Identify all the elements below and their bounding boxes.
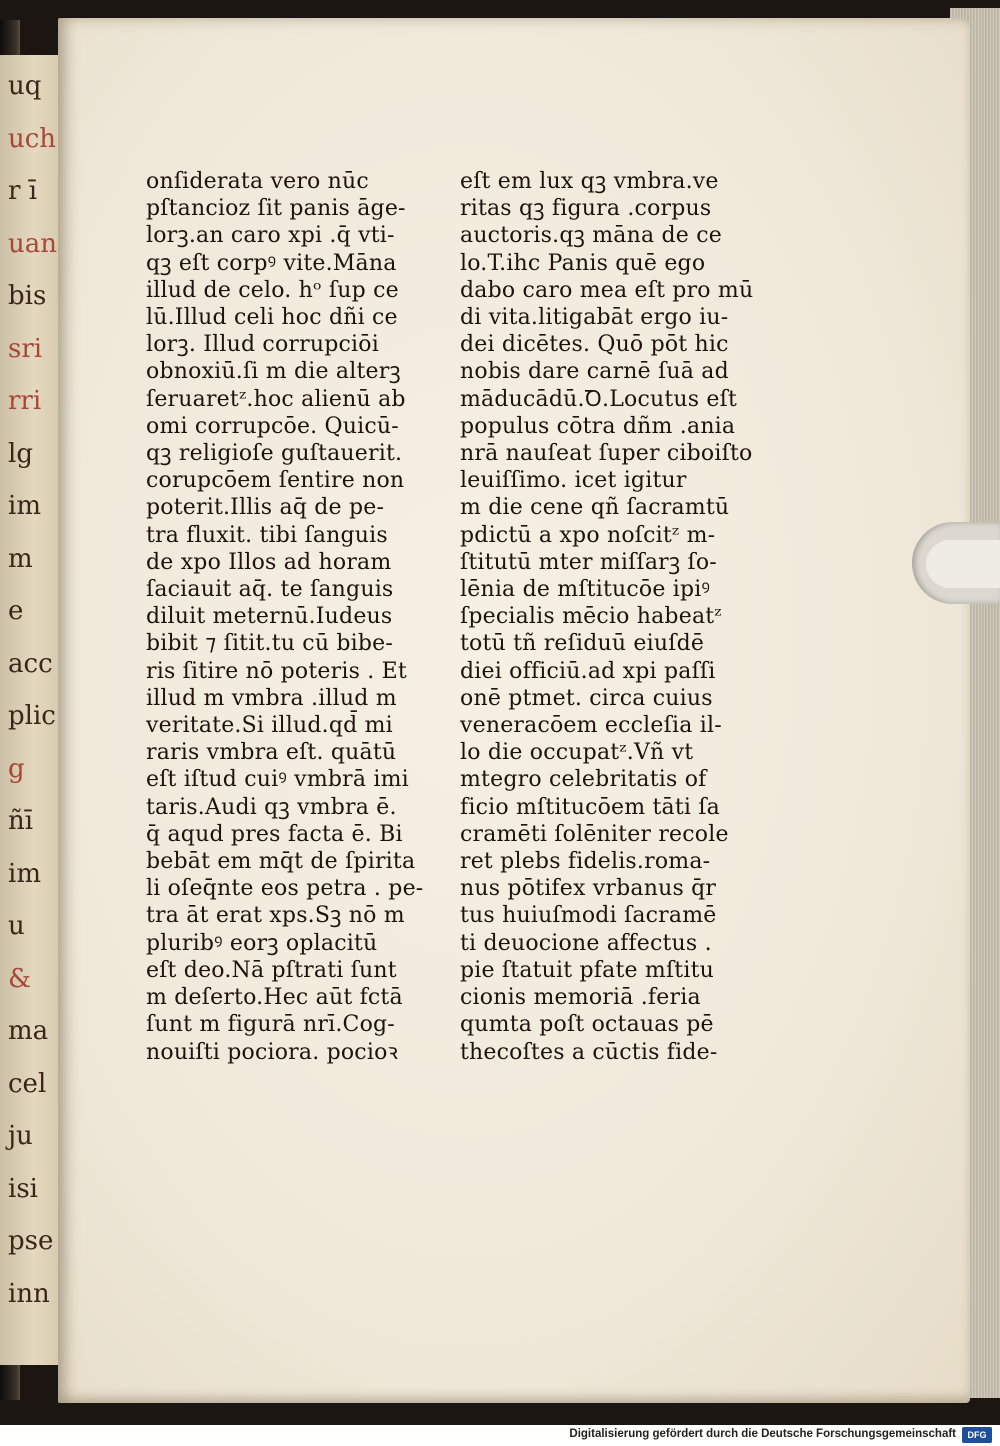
text-line: poterit.Illis aq̄ de pe- <box>146 495 385 521</box>
text-line: ſpecialis mēcio habeatᶻ <box>460 604 722 630</box>
text-line: bebāt em mq̄t de ſpirita <box>146 849 416 875</box>
leaf-fragment: uan <box>8 228 57 259</box>
text-line: diluit meternū.Iudeus <box>146 604 393 630</box>
text-line: diei officiū.ad xpi paſſi <box>460 658 716 684</box>
page-marker-tab <box>912 522 1000 604</box>
text-line: li oſeq̄nte eos petra . pe- <box>146 876 424 902</box>
leaf-fragment: g <box>8 753 25 784</box>
text-line: totū tñ reſiduū eiuſdē <box>460 631 705 657</box>
text-line: ficio mſtitucōem tāti ſa <box>460 794 720 820</box>
previous-leaf-edge <box>0 55 62 1365</box>
text-line: q̄ aqud pres facta ē. Bi <box>146 821 403 847</box>
text-line: lū.Illud celi hoc dñi ce <box>146 305 398 331</box>
funding-credit: Digitalisierung gefördert durch die Deutsche Forschungsgemeinschaft <box>569 1428 956 1440</box>
leaf-fragment: acc <box>8 648 53 679</box>
leaf-fragment: cel <box>8 1068 47 1099</box>
leaf-fragment: isi <box>8 1173 38 1204</box>
text-line: dei dicētes. Quō pōt hic <box>460 332 729 358</box>
text-line: veritate.Si illud.qd̄ mi <box>146 713 393 739</box>
text-line: thecoſtes a cūctis fide- <box>460 1039 718 1065</box>
text-line: raris vmbra eſt. quātū <box>146 740 397 766</box>
text-line: omi corrupcōe. Quicū- <box>146 413 399 439</box>
text-line: illud m vmbra .illud m <box>146 685 397 711</box>
footer-bar <box>0 1425 1000 1446</box>
text-line: bibit ⁊ ſitit.tu cū bibe- <box>146 631 394 657</box>
text-line: veneracōem eccleſia il- <box>460 713 722 739</box>
text-line: tus huiuſmodi ſacramē <box>460 903 717 929</box>
leaf-fragment: bis <box>8 281 47 311</box>
leaf-fragment: e <box>8 596 24 626</box>
text-line: dabo caro mea eſt pro mū <box>460 277 754 303</box>
text-line: lo die occupatᶻ.Vñ vt <box>460 740 694 766</box>
text-line: lorꝫ. Illud corrupciōi <box>146 332 379 358</box>
text-line: qꝫ religioſe guſtauerit. <box>146 441 403 467</box>
leaf-fragment: r ī <box>8 176 38 206</box>
leaf-fragment: inn <box>8 1278 50 1309</box>
text-line: leuiſſimo. icet igitur <box>460 468 687 494</box>
text-line: nus pōtifex vrbanus q̄r <box>460 876 717 902</box>
leaf-fragment: plic <box>8 701 56 731</box>
dfg-logo: DFG <box>962 1427 992 1443</box>
text-line: taris.Audi qꝫ vmbra ē. <box>146 794 397 820</box>
text-line: eſt em lux qꝫ vmbra.ve <box>460 169 719 194</box>
text-line: tra fluxit. tibi ſanguis <box>146 522 388 548</box>
text-line: ſtitutū mter miſſarꝫ ſo- <box>460 549 717 575</box>
text-line: m deſerto.Hec aūt fctā <box>146 985 403 1011</box>
text-line: auctoris.qꝫ māna de ce <box>460 223 722 249</box>
text-line: ti deuocione affectus . <box>460 930 712 956</box>
text-line: cionis memoriā .feria <box>460 985 701 1011</box>
leaf-fragment: sri <box>8 333 43 364</box>
leaf-fragment: & <box>8 963 32 994</box>
leaf-fragment: uq <box>8 71 42 101</box>
leaf-fragment: uch <box>8 123 57 154</box>
text-column-left <box>146 168 423 1066</box>
text-line: nobis dare carnē ſuā ad <box>460 359 729 385</box>
text-line: eſt deo.Nā pſtrati ſunt <box>146 957 397 983</box>
text-line: tra āt erat xps.Sꝫ nō m <box>146 903 405 929</box>
text-line: lēnia de mſtitucōe ipiꝰ <box>460 577 711 603</box>
leaf-fragment: ma <box>8 1016 49 1046</box>
leaf-fragment: im <box>8 858 41 889</box>
text-line: lo.T.ihc Panis quē ego <box>460 250 706 276</box>
text-line: pie ſtatuit pfate mſtitu <box>460 957 714 983</box>
leaf-fragment: im <box>8 491 41 521</box>
text-line: pluribꝰ eorꝫ oplacitū <box>146 930 378 956</box>
text-line: ris ſitire nō poteris . Et <box>146 658 407 684</box>
text-line: ritas qꝫ figura .corpus <box>460 196 712 222</box>
text-line: de xpo Illos ad horam <box>146 549 392 575</box>
text-line: nouiſti pociora. pocioꝛ <box>146 1039 399 1065</box>
text-line: cramēti ſolēniter recole <box>460 821 729 847</box>
leaf-fragment: m <box>8 543 33 574</box>
text-line: obnoxiū.ſi m die alterꝫ <box>146 359 401 385</box>
text-line: pſtancioz ſit panis āge- <box>146 196 406 222</box>
leaf-fragment: rri <box>8 386 42 416</box>
text-line: m die cene qñ ſacramtū <box>460 495 730 521</box>
text-column-right <box>460 168 753 1066</box>
text-line: qumta poſt octauas pē <box>460 1012 714 1038</box>
text-line: lorꝫ.an caro xpi .q̄ vti- <box>146 223 395 249</box>
leaf-fragment: ju <box>8 1121 33 1151</box>
text-line: mtegro celebritatis of <box>460 767 707 793</box>
text-line: onſiderata vero nūc <box>146 169 369 194</box>
text-line: māducādū.Ꝺ.Locutus eſt <box>460 386 738 412</box>
text-line: populus cōtra dñm .ania <box>460 413 736 439</box>
text-line: di vita.litigabāt ergo iu- <box>460 305 729 331</box>
leaf-fragment: pse <box>8 1226 54 1256</box>
text-line: onē ptmet. circa cuius <box>460 685 713 711</box>
text-line: illud de celo. hᵒ ſup ce <box>146 277 399 303</box>
leaf-fragment: lg <box>8 438 33 469</box>
leaf-fragment: ñī <box>8 806 34 836</box>
text-line: ſeruaretᶻ.hoc alienū ab <box>146 386 406 412</box>
text-line: corupcōem ſentire non <box>146 468 405 494</box>
text-line: ſunt m figurā nrī.Cog- <box>146 1012 395 1038</box>
text-line: ret plebs fidelis.roma- <box>460 849 711 875</box>
text-line: pdictū a xpo noſcitᶻ m- <box>460 522 716 548</box>
leaf-fragment: u <box>8 911 25 941</box>
text-line: nrā nauſeat ſuper ciboiſto <box>460 441 753 467</box>
text-line: eſt iſtud cuiꝰ vmbrā imi <box>146 767 409 793</box>
text-line: ſaciauit aq̄. te ſanguis <box>146 577 394 603</box>
text-line: qꝫ eſt corpꝰ vite.Māna <box>146 250 397 276</box>
